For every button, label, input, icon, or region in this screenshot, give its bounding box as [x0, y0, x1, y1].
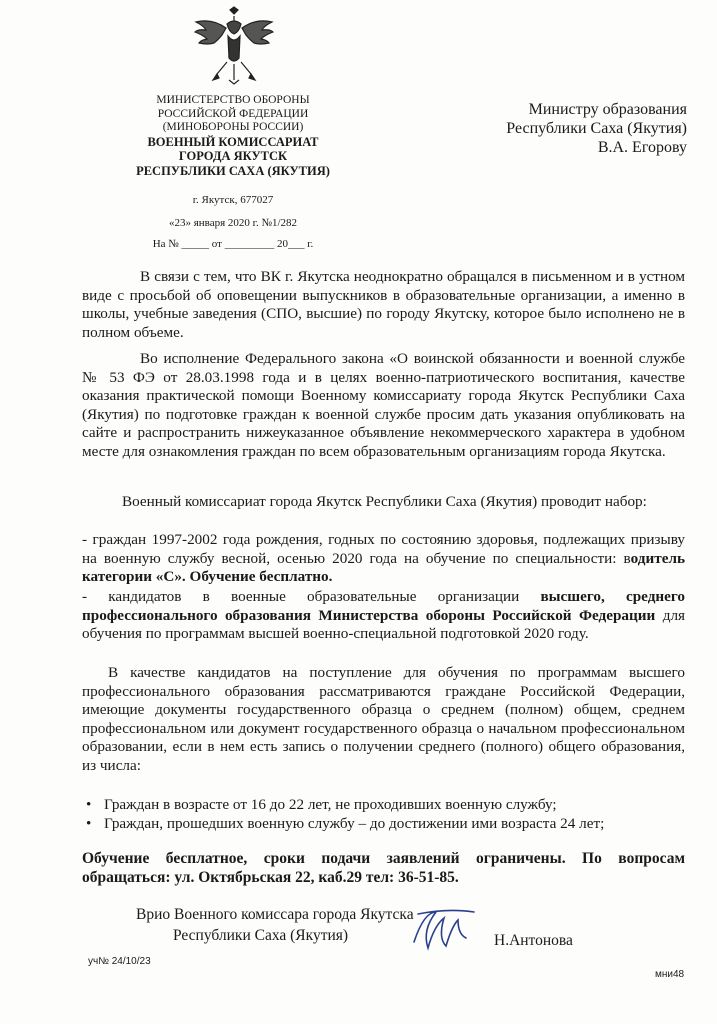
office-line-1: ВОЕННЫЙ КОМИССАРИАТ — [147, 134, 319, 149]
footer-registration: уч№ 24/10/23 — [88, 956, 151, 967]
body-paragraph-2: Во исполнение Федерального закона «О воинской обязанности и военной службе № 53 ФЭ от 28.03.1998 года и в целях военно-патриотического воспитания, качестве оказания практической помощи Военному комиссариату города Якутск Республики Саха (Якутия) по подготовке граждан к военной службе просим дать указания опубликовать на сайте и распространить нижеуказанное объявление некоммерческого характера в удобном месте для ознакомления граждан по всем образовательным организациям города Якутска. — [82, 350, 685, 460]
recruit-text: - граждан 1997-2002 года рождения, годных по состоянию здоровья, подлежащих призыву на военную службу весной, осенью 2020 года на обучение по специальности: в — [82, 531, 685, 567]
signatory-name: Н.Антонова — [494, 932, 573, 949]
list-item: • Граждан в возрасте от 16 до 22 лет, не проходивших военную службу; — [82, 796, 685, 815]
office-line-2: ГОРОДА ЯКУТСК — [178, 149, 288, 163]
letter-date-number: «23» января 2020 г. №1/282 — [168, 217, 297, 229]
recipient-line-3: В.А. Егорову — [597, 139, 687, 156]
recruit-specialty: одитель категории «С». Обучение бесплатно. — [82, 549, 685, 586]
candidates-institutions: высшего, среднего профессионального образования Министерства обороны Российской Федерации — [82, 588, 685, 624]
reply-reference: На № _____ от _________ 20___ г. — [152, 238, 314, 250]
office-line-3: РЕСПУБЛИКИ САХА (ЯКУТИЯ) — [136, 163, 330, 178]
eligibility-list — [82, 796, 685, 833]
footer-code: мни48 — [655, 969, 685, 980]
body-paragraph-3: Военный комиссариат города Якутск Республики Саха (Якутия) проводит набор: — [122, 493, 647, 510]
recipient-line-1: Министру образования — [528, 101, 687, 118]
ministry-line-3: (МИНОБОРОНЫ РОССИИ) — [162, 121, 304, 133]
body-paragraph-1: В связи с тем, что ВК г. Якутска неоднократно обращался в письменном и в устном виде с просьбой об оповещении выпускников в образовательные организации, а именно в школы, учебные заведения (СПО, высшие) по городу Якутску, которое было исполнено не в полном объеме. — [82, 268, 685, 341]
signatory-title-line-2: Республики Саха (Якутия) — [173, 927, 349, 944]
ministry-line-2: РОССИЙСКОЙ ФЕДЕРАЦИИ — [157, 107, 309, 120]
recipient-line-2: Республики Саха (Якутия) — [506, 120, 687, 137]
sender-city: г. Якутск, 677027 — [192, 194, 274, 206]
recipient-block — [506, 100, 687, 157]
candidates-tail: для обучения по программам высшей военно-специальной подготовкой 2020 году. — [82, 606, 686, 643]
candidates-text: - кандидатов в военные образовательные организации — [82, 588, 541, 605]
coat-of-arms-emblem-icon — [193, 6, 275, 86]
body-paragraph-5 — [82, 588, 685, 644]
body-paragraph-4 — [82, 531, 685, 587]
body-paragraph-6: В качестве кандидатов на поступление для обучения по программам высшего профессионального образования рассматриваются граждане Российской Федерации, имеющие документы государственного образца о среднем (полном) общем, среднем профессиональном или документ государственного образца о начальном профессиональном образовании, если в нем есть запись о получении среднего (полного) общего образования, из числа: — [82, 664, 685, 774]
list-item: • Граждан, прошедших военную службу – до достижении ими возраста 24 лет; — [82, 815, 685, 834]
sender-organization-block — [118, 94, 348, 178]
signatory-title-line-1: Врио Военного комиссара города Якутска — [136, 906, 414, 923]
ministry-line-1: МИНИСТЕРСТВО ОБОРОНЫ — [156, 94, 310, 106]
contact-notice: Обучение бесплатное, сроки подачи заявлений ограничены. По вопросам обращаться: ул. Октябрьская 22, каб.29 тел: 36-51-85. — [82, 850, 685, 886]
handwritten-signature-icon — [408, 902, 478, 958]
